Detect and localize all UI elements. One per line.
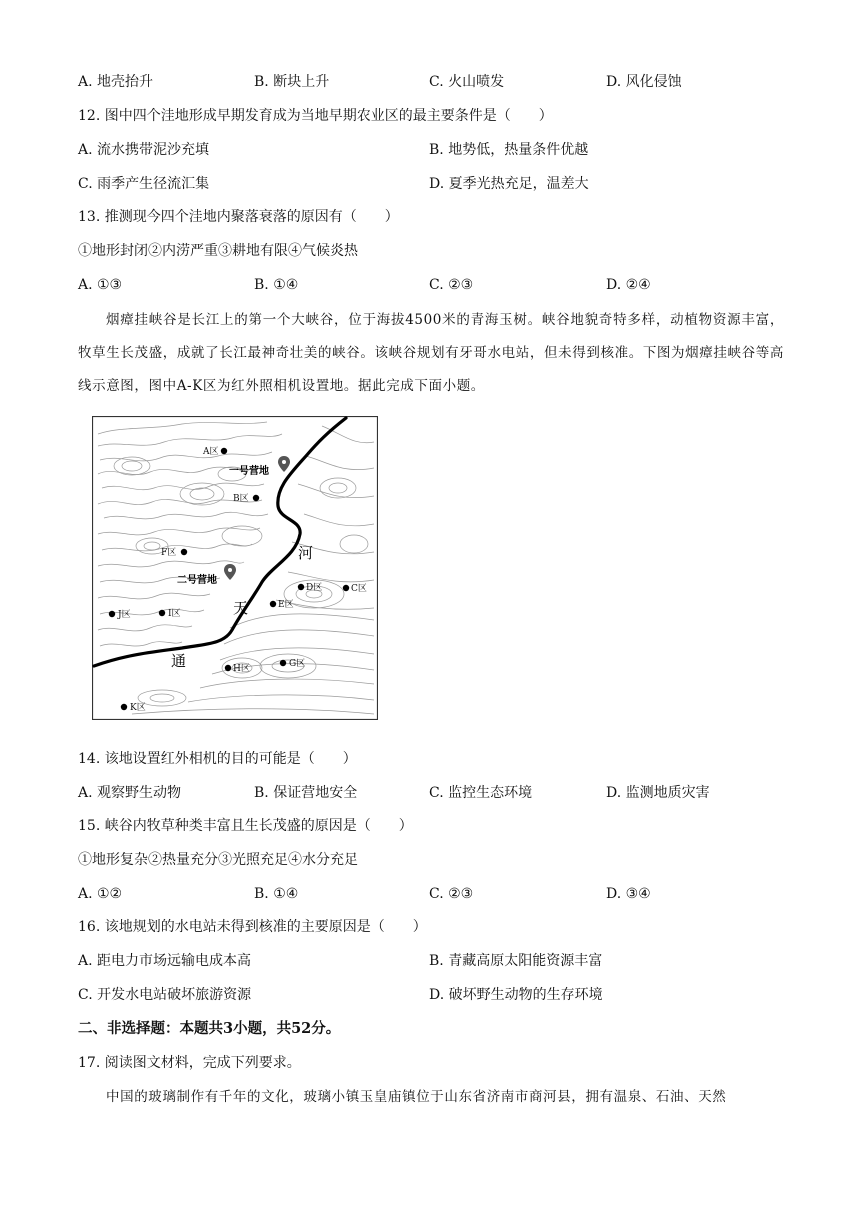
q13-option-d: D. ②④ <box>606 277 651 293</box>
river-label-tian: 天 <box>233 599 249 617</box>
q13-statements: ①地形封闭②内涝严重③耕地有限④气候炎热 <box>78 243 358 259</box>
svg-text:C区: C区 <box>351 584 367 594</box>
q14-stem: 14. 该地设置红外相机的目的可能是（ ） <box>78 751 357 767</box>
q12-stem: 12. 图中四个洼地形成早期发育成为当地早期农业区的最主要条件是（ ） <box>78 108 553 124</box>
q13-option-c: C. ②③ <box>429 277 474 293</box>
q15-option-c: C. ②③ <box>429 886 474 902</box>
river-label-tong: 通 <box>171 652 187 670</box>
svg-text:I区: I区 <box>168 609 181 619</box>
passage-yanzhangua: 烟瘴挂峡谷是长江上的第一个大峡谷，位于海拔4500米的青海玉树。峡谷地貌奇特多样，动植物资源丰富，牧草生长茂盛，成就了长江最神奇壮美的峡谷。该峡谷规划有牙哥水电站，但未得到核准。下图为烟瘴挂峡谷等高线示意图，图中A-K区为红外照相机设置地。据此完成下面小题。 <box>78 312 784 394</box>
q12-option-c: C. 雨季产生径流汇集 <box>78 176 210 192</box>
q15-statements: ①地形复杂②热量充分③光照充足④水分充足 <box>78 852 358 868</box>
svg-text:J区: J区 <box>118 610 131 620</box>
svg-text:D区: D区 <box>306 583 323 593</box>
q14-option-b: B. 保证营地安全 <box>254 785 358 801</box>
contour-map <box>92 416 378 720</box>
q17-passage-start: 中国的玻璃制作有千年的文化，玻璃小镇玉皇庙镇位于山东省济南市商河县，拥有温泉、石油、天然 <box>106 1089 727 1105</box>
camp1-label: 一号营地 <box>229 466 269 477</box>
q15-option-d: D. ③④ <box>606 886 651 902</box>
svg-text:H区: H区 <box>233 664 250 674</box>
camp2-label: 二号营地 <box>177 575 217 586</box>
q11-option-b: B. 断块上升 <box>254 74 330 90</box>
q11-option-c: C. 火山喷发 <box>429 74 505 90</box>
section-heading-nonchoice: 二、非选择题：本题共3小题，共52分。 <box>78 1020 341 1037</box>
q11-option-d: D. 风化侵蚀 <box>606 74 682 90</box>
q14-option-d: D. 监测地质灾害 <box>606 785 710 801</box>
svg-text:K区: K区 <box>130 703 146 713</box>
q16-stem: 16. 该地规划的水电站未得到核准的主要原因是（ ） <box>78 919 427 935</box>
svg-text:E区: E区 <box>278 600 294 610</box>
q12-option-a: A. 流水携带泥沙充填 <box>78 142 210 158</box>
q14-option-a: A. 观察野生动物 <box>78 785 182 801</box>
q12-option-b: B. 地势低，热量条件优越 <box>429 142 589 158</box>
svg-text:A区: A区 <box>203 447 219 457</box>
q11-option-a: A. 地壳抬升 <box>78 74 154 90</box>
q15-option-b: B. ①④ <box>254 886 299 902</box>
q16-option-d: D. 破坏野生动物的生存环境 <box>429 987 603 1003</box>
svg-text:F区: F区 <box>161 548 177 558</box>
river-label-he: 河 <box>298 544 314 562</box>
q12-option-d: D. 夏季光热充足，温差大 <box>429 176 589 192</box>
q14-option-c: C. 监控生态环境 <box>429 785 533 801</box>
q16-option-a: A. 距电力市场远输电成本高 <box>78 953 252 969</box>
q16-option-b: B. 青藏高原太阳能资源丰富 <box>429 953 603 969</box>
q16-option-c: C. 开发水电站破坏旅游资源 <box>78 987 252 1003</box>
q13-option-b: B. ①④ <box>254 277 299 293</box>
q13-option-a: A. ①③ <box>78 277 123 293</box>
q17-stem: 17. 阅读图文材料，完成下列要求。 <box>78 1055 301 1071</box>
q13-stem: 13. 推测现今四个洼地内聚落衰落的原因有（ ） <box>78 209 399 225</box>
svg-text:G区: G区 <box>289 659 306 669</box>
q15-stem: 15. 峡谷内牧草种类丰富且生长茂盛的原因是（ ） <box>78 818 413 834</box>
q15-option-a: A. ①② <box>78 886 123 902</box>
svg-text:B区: B区 <box>233 494 249 504</box>
